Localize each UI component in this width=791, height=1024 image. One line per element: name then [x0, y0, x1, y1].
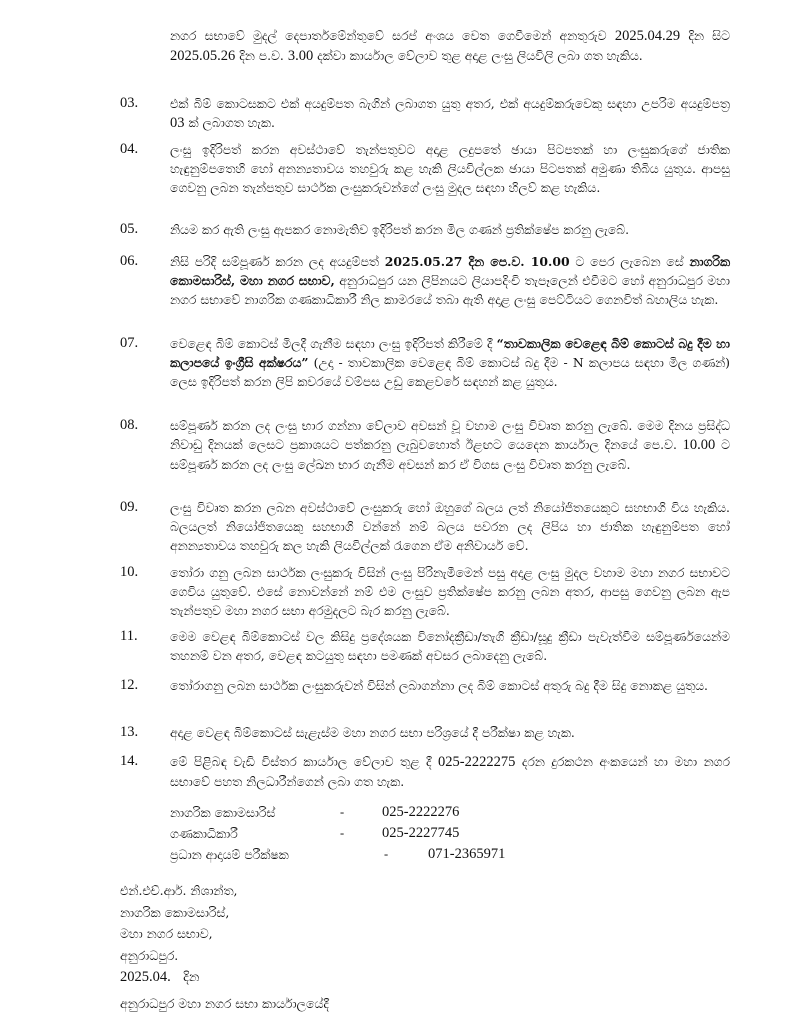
clause-text-part: මේ පිළිබඳ වැඩි විස්තර කාර්යාල වේලාව තුළ දී	[170, 754, 438, 769]
clause-text-part: නිසි පරිදි සම්පූර්ණ කරන ලද අයදුම්පත්	[170, 254, 385, 269]
clause-text: තෝරාගනු ලබන සාර්ථක ලංසුකරුවන් විසින් ලබාගන්නා ලද බිම් කොටස් අතුරු බදු දීම සිදු නොකළ යුතුය.	[170, 678, 708, 693]
clause-text-part: වෙළෙඳ බිම් කොටස් මිලදී ගැනීම සඳහා ලංසු ඉදිරිපත් කිරීමේ දී	[170, 336, 497, 351]
clause-number: 08.	[120, 417, 139, 433]
clause-number: 05.	[120, 221, 139, 237]
intro-date-end: 2025.05.26	[170, 48, 236, 64]
date-suffix: දින	[170, 970, 200, 985]
clause-number: 10.	[120, 564, 139, 580]
clause-text-part: එක් බිම් කොටසකට එක් අයදුම්පත බැගින් ලබාගත යුතු අතර, එක් අයදුම්කරුවෙකු සඳහා උපරිම අයදුම්පත්‍ර	[170, 96, 730, 111]
signature-block	[120, 880, 237, 966]
intro-time: 3.00	[287, 48, 314, 64]
clause-text-part: ට සම්පූර්ණ කරන ලද ලංසු ලේඛන භාර ගැනීම අවසන් කර ඒ විගස ලංසු විවෘත කරනු ලැබේ.	[170, 437, 730, 472]
intro-text: නගර සභාවේ මුදල් දෙපාර්තමේන්තුවේ සරප් අංශය වෙත ගෙවීමෙන් අනතුරුව	[170, 28, 615, 43]
intro-paragraph	[170, 26, 730, 66]
clause-number: 13.	[120, 724, 139, 740]
contact-phone: 025-2222276	[382, 804, 460, 820]
clause-text: මෙම වෙළඳ බිම්කොටස් වල කිසිදු ප්‍රදේශයක විනෝදක්‍රීඩා/තැගි ක්‍රීඩා/සූදු ක්‍රීඩා පැවැත්වීම සම්පූර්ණයෙන්ම තහනම් වන අතර, වෙළඳ කටයුතු සඳහා පමණක් අවසර ලබාදෙනු ලැබේ.	[170, 629, 730, 663]
contact-row-commissioner	[170, 802, 690, 823]
issue-date: 2025.04.	[120, 969, 171, 985]
clause-text	[170, 752, 730, 791]
office-phone-number: 025-2222275	[438, 754, 516, 770]
clause-text-part: දරන දුරකථන අංකයෙන් හා මහා නගර සභාවේ පහත නිලධාරීන්ගෙන් ලබා ගත හැක.	[170, 754, 730, 789]
clause-text: නියම කර ඇති ලංසු ඇපකර නොමැතිව ඉදිරිපත් කරන මිල ගණන් ප්‍රතික්ෂේප කරනු ලැබේ.	[170, 222, 630, 237]
contact-label: ප්‍රධාන ආදායම් පරීක්ෂක	[170, 847, 289, 862]
contact-row-revenue-inspector	[170, 844, 690, 865]
contact-phone: 071-2365971	[428, 846, 506, 862]
clause-text: අදාළ වෙළඳ බිම්කොටස් සැළැස්ම මහා නගර සභා පරිශ්‍රයේ දී පරීක්ෂා කළ හැක.	[170, 725, 575, 740]
signatory-title: නාගරික කොමසාරිස්,	[120, 904, 230, 920]
clause-text: ලංසු ඉදිරිපත් කරන අවස්ථාවේ තැන්පතුවට අදාළ ලදුපතේ ඡායා පිටපතක් හා ලංසුකරුගේ ජාතික හැඳුනුම්පතෙහි හෝ අනන්‍යතාවය තහවුරු කළ හැකි ලියවිල්ලක ඡායා පිටපතක් අමුණා තිබිය යුතුය. ආපසු ගෙවනු ලබන තැන්පතුව සාර්ථක ලංසුකරුවන්ගේ ලංසු මුදල සඳහා හිලව් කළ හැකිය.	[170, 142, 730, 195]
envelope-title-emphasis: “තාවකාලික වෙළෙඳ බිම් කොටස් බදු දීම හා කලාපයේ ඉංග්‍රීසි අක්ෂරය”	[170, 336, 730, 370]
intro-date-start: 2025.04.29	[614, 28, 681, 44]
signatory-city: අනුරාධපුර.	[120, 947, 179, 963]
clause-number: 12.	[120, 677, 139, 693]
contact-dash: -	[340, 805, 345, 819]
contact-dash: -	[340, 826, 345, 840]
clause-number-value: 03	[170, 115, 185, 131]
clause-number: 03.	[120, 95, 139, 111]
clause-text: ලංසු විවෘත කරන ලබන අවස්ථාවේ ලංසුකරු හෝ ඔහුගේ බලය ලත් නියෝජිතයෙකුට සහභාගි විය හැකිය. බලයලත් නියෝජිතයෙකු සහභාගි වන්නේ නම් බලය පවරන ලද ලිපිය හා ජාතික හැඳුනුම්පත හෝ අනන්‍යතාවය තහවුරු කල හැකි ලියවිල්ලක් රැගෙන ඒම අනිවාර්ය වේ.	[170, 500, 730, 553]
intro-text: දින ප.ව.	[235, 48, 288, 63]
clause-text-part: අනුරාධපුර යන ලිපිනයට ලියාපදිංචි තැපෑලෙන් එවීමට හෝ අනුරාධපුර මහා නගර සභාවේ නාගරික ගණකාධිකාරී නිල කාමරයේ තබා ඇති අදාළ ලංසු පෙට්ටියට ගෙනවිත් බහාලිය හැක.	[170, 273, 731, 307]
contact-label: ගණකාධිකාරී	[170, 826, 238, 841]
clause-number: 14.	[120, 753, 139, 769]
contact-phone: 025-2227745	[382, 825, 460, 841]
clause-text	[170, 252, 730, 309]
clause-text	[170, 416, 730, 474]
clause-text-part: (උදා - තාවකාලික වෙළෙඳ බිම් කොටස් බදු දීම - N කලාපය සඳහා මිල ගණන්) ලෙස ඉදිරිපත් කරන ලිපි කවරයේ වම්පස උඩු කෙළවරේ සඳහන් කළ යුතුය.	[170, 355, 731, 389]
clause-text	[170, 94, 730, 133]
clause-number: 04.	[120, 141, 139, 157]
address-emphasis: නාගරික කොමසාරිස්, මහා නගර සභාව,	[170, 254, 731, 288]
clause-text	[170, 334, 730, 391]
contact-list	[170, 802, 690, 865]
clause-time-value: 10.00	[682, 437, 716, 453]
clause-number: 11.	[120, 628, 138, 644]
issue-place: අනුරාධපුර මහා නගර සභා කාර්යාලයේදී	[120, 996, 329, 1011]
date-line	[120, 969, 199, 986]
intro-text: දක්වා කාර්යාල වේලාව තුළ අදාළ ලංසු ලියවිලි ලබා ගත හැකිය.	[313, 48, 643, 63]
contact-dash: -	[384, 847, 389, 861]
clause-number: 09.	[120, 499, 139, 515]
clause-text-part: ට පෙර ලැබෙන සේ	[569, 254, 690, 269]
clause-text: තෝරා ගනු ලබන සාර්ථක ලංසුකරු විසින් ලංසු පිරිනැමීමෙන් පසු අදාළ ලංසු මුදල වහාම මහා නගර සභාවට ගෙවිය යුතුවේ. එසේ නොවන්නේ නම් එම ලංසුව ප්‍රතික්ෂේප කරනු ලබන අතර, ආපසු ගෙවනු ලබන ඇප තැන්පතුව මහා නගර සභා අරමුදලට බැර කරනු ලැබේ.	[170, 565, 730, 618]
intro-text: දින සිට	[680, 28, 730, 43]
contact-label: නාගරික කොමසාරිස්	[170, 805, 276, 820]
clause-number: 06.	[120, 253, 139, 269]
clause-number: 07.	[120, 335, 139, 351]
signatory-office: මහා නගර සභාව,	[120, 926, 213, 941]
contact-row-accountant	[170, 823, 690, 844]
clause-text-part: සම්පූර්ණ කරන ලද ලංසු භාර ගන්නා වේලාව අවසන් වූ වහාම ලංසු විවෘත කරනු ලැබේ. මෙම දිනය ප්‍රසිද්ධ නිවාඩු දිනයක් ලෙසට ප්‍රකාශයට පත්කරනු ලැබුවහොත් ඊළඟට යෙදෙන කාර්යාල දිනයේ පෙ.ව.	[170, 418, 730, 452]
clause-text-part: ක් ලබාගත හැක.	[184, 115, 275, 130]
deadline-emphasis: 2025.05.27 දින පෙ.ව. 10.00	[384, 254, 570, 269]
signatory-name: එන්.එච්.ආර්. නිශාන්ත,	[120, 883, 238, 898]
